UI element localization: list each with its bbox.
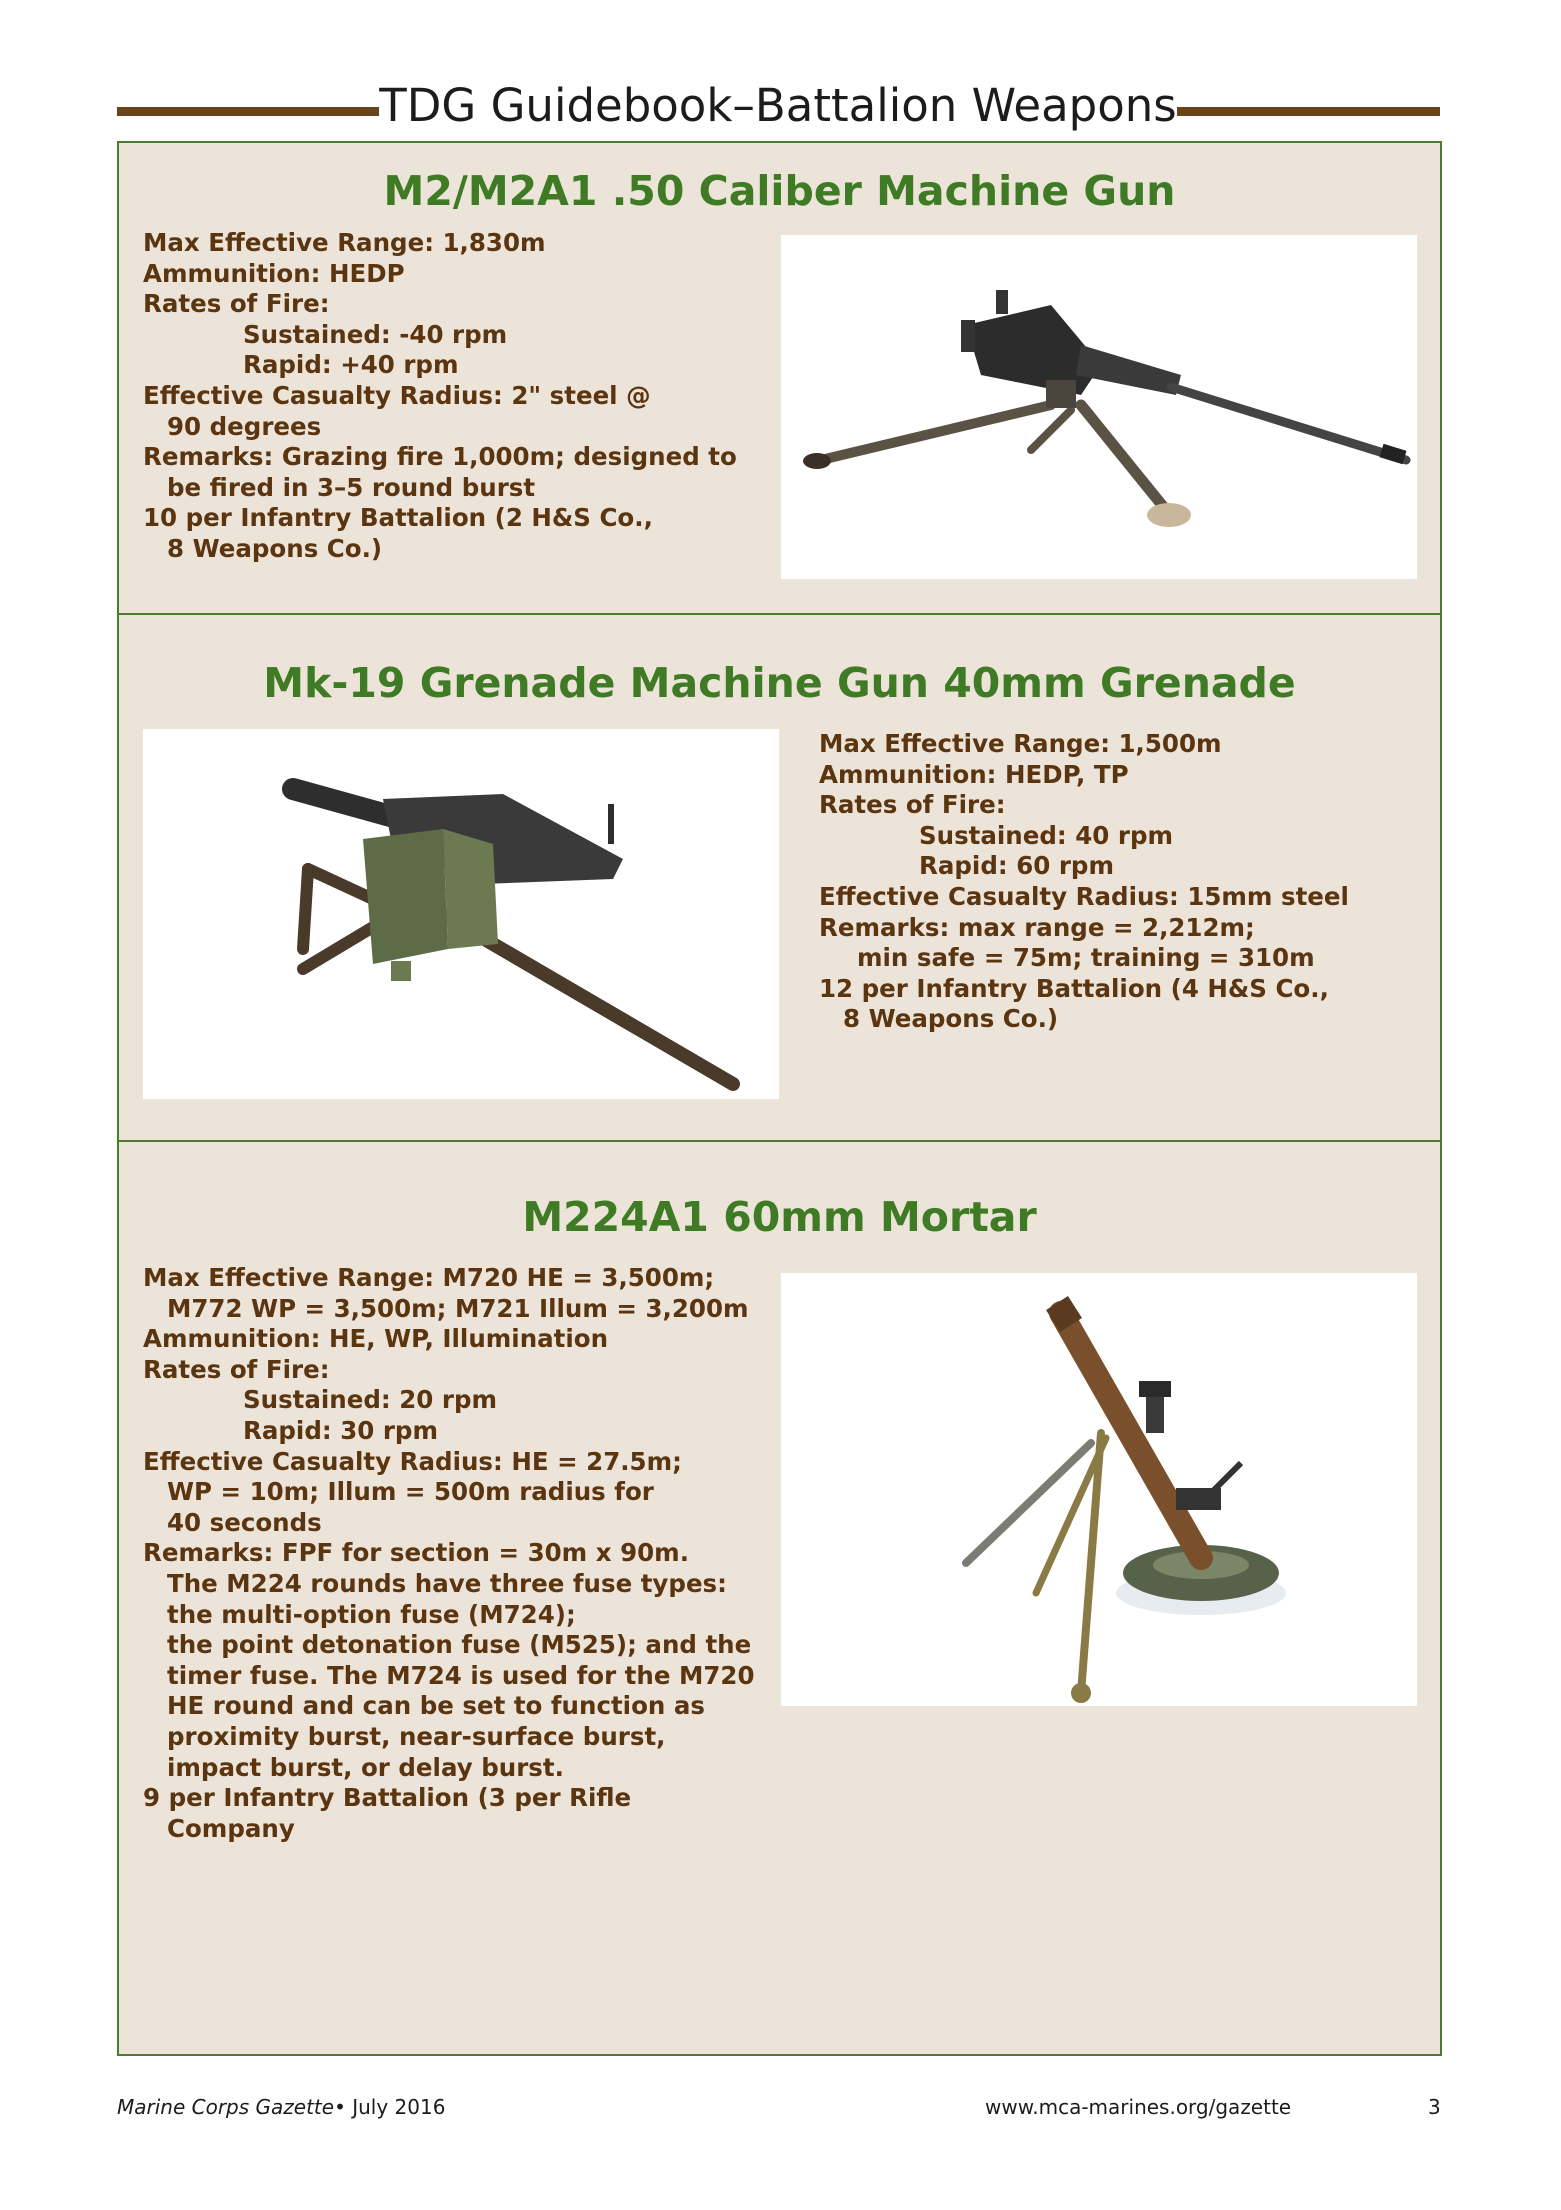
spec-line: Rates of Fire: (143, 289, 330, 319)
spec-line: Rapid: 60 rpm (919, 851, 1114, 881)
mk19-grenade-launcher-photo (143, 729, 779, 1099)
m224-mortar-photo (781, 1273, 1417, 1706)
spec-line: Rapid: 30 rpm (243, 1415, 438, 1445)
spec-line: Sustained: 20 rpm (243, 1385, 498, 1415)
spec-line: HE round and can be set to function as (167, 1691, 705, 1721)
spec-line: 9 per Infantry Battalion (3 per Rifle (143, 1783, 632, 1813)
spec-line: 12 per Infantry Battalion (4 H&S Co., (819, 973, 1329, 1003)
spec-line: impact burst, or delay burst. (167, 1752, 564, 1782)
spec-line: 8 Weapons Co.) (843, 1004, 1059, 1034)
publication-name: Marine Corps Gazette (117, 2095, 335, 2119)
spec-line: 8 Weapons Co.) (167, 533, 383, 563)
spec-line: min safe = 75m; training = 310m (857, 943, 1315, 973)
mortar-with-bipod-and-baseplate-icon (781, 1273, 1417, 1706)
footer-citation (117, 2095, 445, 2119)
spec-line: M772 WP = 3,500m; M721 Illum = 3,200m (167, 1293, 749, 1323)
spec-line: the point detonation fuse (M525); and the (167, 1630, 752, 1660)
spec-line: Effective Casualty Radius: HE = 27.5m; (143, 1446, 682, 1476)
section-title: M2/M2A1 .50 Caliber Machine Gun (383, 167, 1176, 215)
page-header (117, 78, 1440, 134)
header-rule-left (117, 107, 379, 116)
spec-line: The M224 rounds have three fuse types: (167, 1568, 727, 1598)
footer-url[interactable]: www.mca-marines.org/gazette (985, 2095, 1292, 2119)
page-title: TDG Guidebook–Battalion Weapons (379, 79, 1177, 132)
header-rule-right (1177, 107, 1440, 116)
spec-line: the multi-option fuse (M724); (167, 1599, 576, 1629)
machine-gun-on-tripod-icon (781, 235, 1417, 579)
spec-line: Max Effective Range: 1,830m (143, 228, 546, 257)
section-m2 (119, 143, 1440, 615)
spec-line: Remarks: Grazing fire 1,000m; designed to (143, 442, 737, 472)
spec-line: 40 seconds (167, 1507, 322, 1537)
spec-list (143, 228, 737, 565)
spec-line: Remarks: FPF for section = 30m x 90m. (143, 1538, 689, 1568)
spec-line: Ammunition: HE, WP, Illumination (143, 1324, 609, 1354)
spec-list (143, 1263, 755, 1844)
spec-line: Rates of Fire: (143, 1354, 330, 1384)
grenade-launcher-on-tripod-icon (143, 729, 779, 1099)
footer-bullet: • (334, 2095, 346, 2119)
spec-line: timer fuse. The M724 is used for the M720 (167, 1660, 755, 1690)
spec-line: proximity burst, near-surface burst, (167, 1721, 666, 1751)
spec-line: 10 per Infantry Battalion (2 H&S Co., (143, 503, 653, 533)
spec-line: WP = 10m; Illum = 500m radius for (167, 1477, 654, 1507)
spec-line: Max Effective Range: M720 HE = 3,500m; (143, 1263, 715, 1292)
spec-line: Effective Casualty Radius: 2" steel @ (143, 380, 651, 410)
spec-line: 90 degrees (167, 411, 322, 441)
spec-line: Effective Casualty Radius: 15mm steel (819, 881, 1349, 911)
section-mk19 (119, 615, 1440, 1142)
publication-date: July 2016 (352, 2095, 446, 2119)
spec-line: Ammunition: HEDP (143, 258, 405, 288)
spec-line: Sustained: -40 rpm (243, 319, 508, 349)
spec-line: Rapid: +40 rpm (243, 350, 459, 380)
m2-machine-gun-photo (781, 235, 1417, 579)
spec-line: Rates of Fire: (819, 790, 1006, 820)
section-m224 (119, 1142, 1440, 2052)
section-title: Mk-19 Grenade Machine Gun 40mm Grenade (263, 659, 1296, 707)
spec-line: Ammunition: HEDP, TP (819, 759, 1129, 789)
section-title: M224A1 60mm Mortar (522, 1193, 1037, 1241)
spec-line: be fired in 3–5 round burst (167, 472, 536, 502)
page-number: 3 (1428, 2095, 1441, 2119)
spec-line: Max Effective Range: 1,500m (819, 729, 1222, 758)
spec-line: Sustained: 40 rpm (919, 820, 1174, 850)
weapons-panel (117, 141, 1442, 2056)
spec-line: Remarks: max range = 2,212m; (819, 912, 1255, 942)
spec-list (819, 729, 1349, 1035)
spec-line: Company (167, 1813, 295, 1843)
